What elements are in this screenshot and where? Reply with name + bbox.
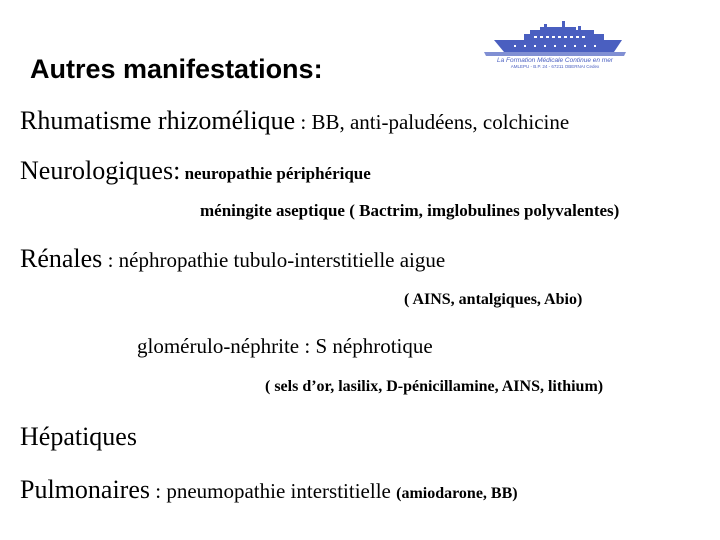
rhumatisme-label: Rhumatisme rhizomélique [20, 106, 296, 135]
logo-address: AMLEPU - B.P. 24 - 67211 OBERNAI Cedex [510, 64, 600, 70]
pulmonaires-causes: (amiodarone, BB) [396, 485, 518, 502]
neurologiques-colon: : [173, 156, 181, 185]
meningite-line: méningite aseptique ( Bactrim, imglobulines polyvalentes) [200, 201, 620, 220]
glomerulo-line: glomérulo-néphrite : S néphrotique [137, 334, 433, 358]
logo-name: La Formation Médicale Continue en mer [497, 57, 613, 64]
pulmonaires-detail: : pneumopathie interstitielle [150, 479, 397, 503]
pulmonaires-label: Pulmonaires [20, 475, 150, 504]
renales-causes-2: ( sels d’or, lasilix, D-pénicillamine, AINS, lithium) [265, 378, 604, 395]
rhumatisme-detail: : BB, anti-paludéens, colchicine [295, 110, 570, 134]
renales-label: Rénales [20, 244, 103, 273]
hepatiques-line: Hépatiques [20, 422, 137, 451]
neurologiques-detail: neuropathie périphérique [180, 164, 371, 183]
renales-line [20, 246, 445, 272]
renales-detail: : néphropathie tubulo-interstitielle aigue [102, 248, 446, 272]
slide-title: Autres manifestations: [30, 54, 323, 84]
neurologiques-label: Neurologiques [20, 156, 174, 185]
neurologiques-line [20, 158, 371, 184]
logo-caption [480, 57, 630, 70]
pulmonaires-line [20, 477, 518, 503]
rhumatisme-line [20, 108, 569, 134]
renales-causes-1: ( AINS, antalgiques, Abio) [404, 291, 583, 308]
ship-logo [474, 18, 634, 80]
